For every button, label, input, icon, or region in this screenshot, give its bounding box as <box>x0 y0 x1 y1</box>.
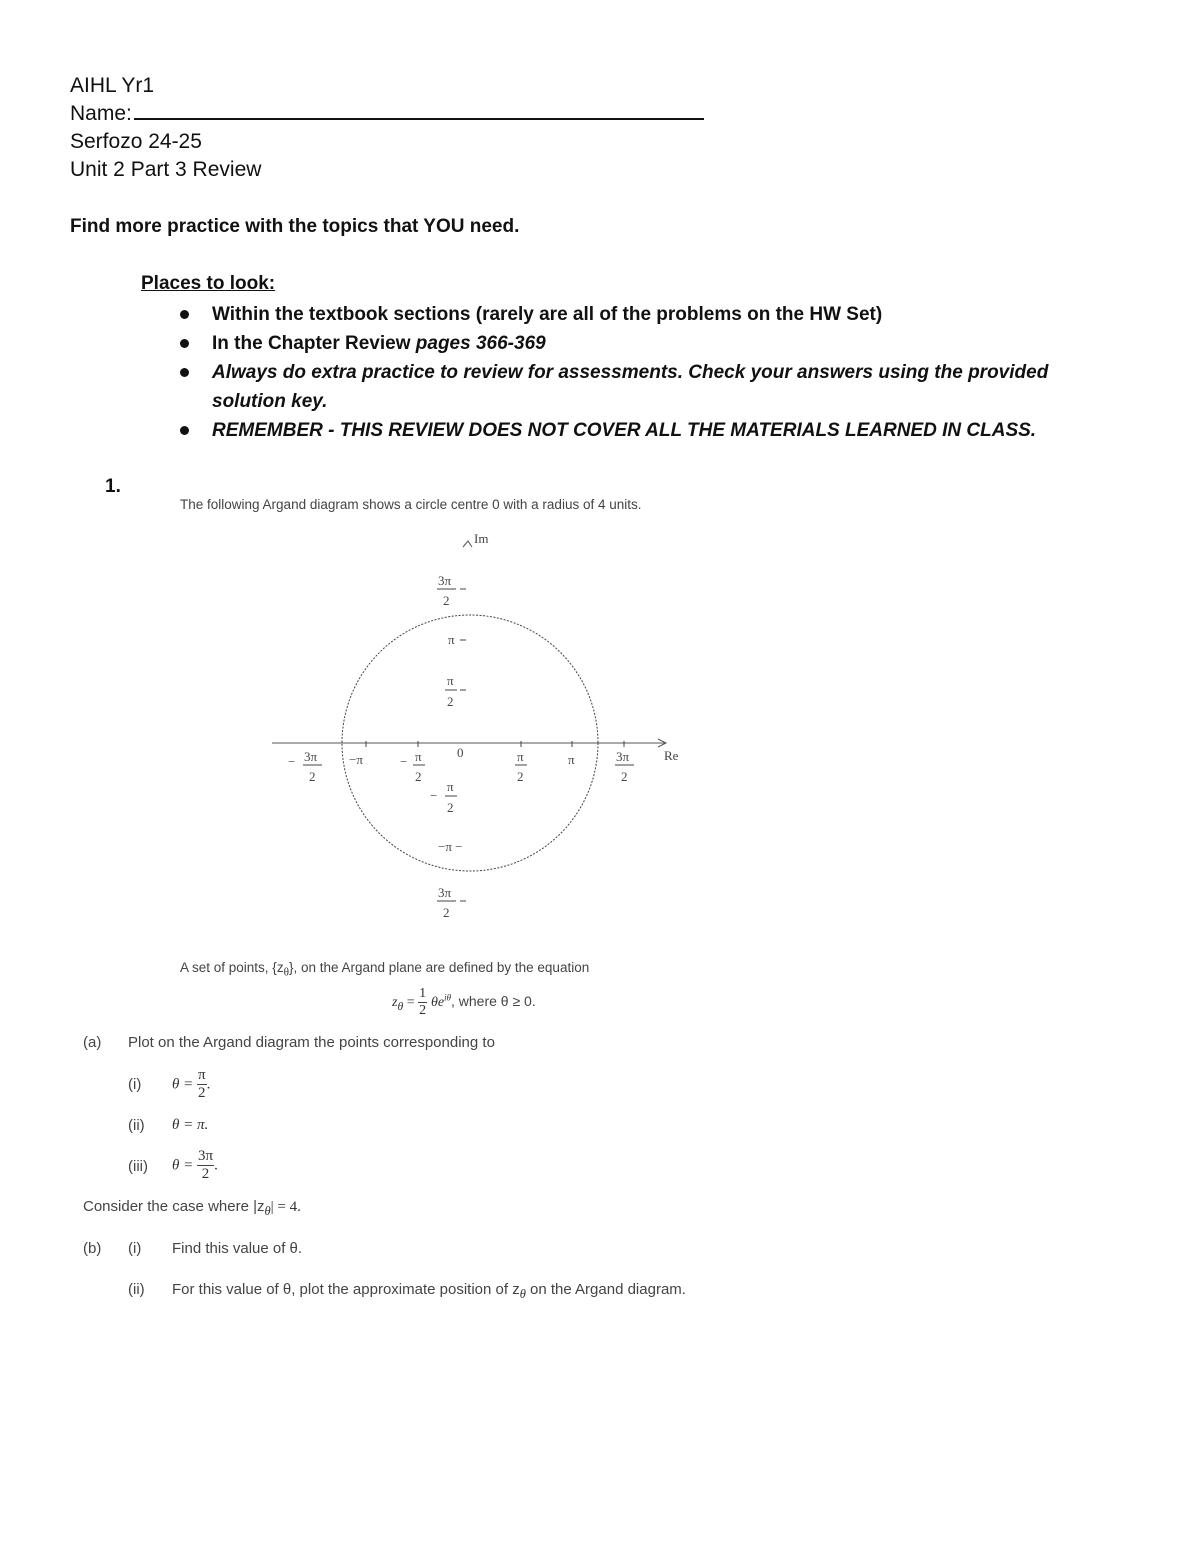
list-item <box>178 329 1138 358</box>
name-field[interactable] <box>70 100 704 128</box>
svg-text:π: π <box>448 632 455 647</box>
bullet-text: In the Chapter Review <box>212 333 416 354</box>
imag-tick-pi-over-2 <box>445 673 466 709</box>
part-b-i-text: Find this value of θ. <box>172 1240 303 1257</box>
svg-text:π: π <box>415 749 422 764</box>
fraction-pi-over-2: $\frac{\pi}{2}$ <box>198 1067 206 1101</box>
svg-text:−: − <box>288 754 296 769</box>
svg-text:3π: 3π <box>616 749 630 764</box>
svg-text:−π −: −π − <box>438 839 463 854</box>
unit-title: Unit 2 Part 3 Review <box>70 158 262 181</box>
part-b-ii-text: For this value of θ, plot the approximate position of $z_\theta$ on the Argand diagram. <box>172 1281 686 1301</box>
svg-text:3π: 3π <box>438 885 452 900</box>
imag-tick-neg-3pi-over-2 <box>437 885 466 920</box>
fraction-3pi-over-2: $\frac{3\pi}{2}$ <box>198 1148 214 1182</box>
bullet-icon <box>180 310 189 319</box>
part-a-ii-text: θ = π. <box>172 1117 209 1133</box>
svg-text:3π: 3π <box>304 749 318 764</box>
part-a-label: (a) <box>83 1034 102 1051</box>
teacher-line: Serfozo 24-25 <box>70 130 202 153</box>
real-tick-neg-pi <box>349 741 366 767</box>
svg-text:2: 2 <box>415 769 422 784</box>
imag-tick-neg-pi <box>438 839 462 854</box>
consider-text: Consider the case where $|z_\theta| = 4$. <box>83 1198 301 1218</box>
imag-tick-neg-pi-over-2 <box>430 779 457 815</box>
bullet-text: Within the textbook sections (rarely are all of the problems on the HW Set) <box>212 304 883 325</box>
svg-text:2: 2 <box>447 694 454 709</box>
svg-text:π: π <box>568 752 575 767</box>
svg-text:−π: −π <box>349 752 363 767</box>
part-a-ii-label: (ii) <box>128 1117 145 1134</box>
svg-text:π: π <box>447 673 454 688</box>
part-b-i-label: (i) <box>128 1240 142 1257</box>
real-tick-neg-pi-over-2 <box>400 741 425 784</box>
course-title: AIHL Yr1 <box>70 74 155 97</box>
part-a-i-label: (i) <box>128 1076 142 1093</box>
places-list <box>178 300 1138 445</box>
list-item <box>178 416 1138 445</box>
bullet-text: Always do extra practice to review for assessments. Check your answers using the provided <box>212 362 1049 383</box>
question-number: 1. <box>105 476 121 497</box>
svg-text:2: 2 <box>447 800 454 815</box>
part-b-ii-label: (ii) <box>128 1281 145 1298</box>
svg-text:2: 2 <box>443 905 450 920</box>
svg-text:2: 2 <box>443 593 450 608</box>
part-a-text: Plot on the Argand diagram the points corresponding to <box>128 1034 495 1051</box>
intro-text: Find more practice with the topics that YOU need. <box>70 216 520 237</box>
list-item <box>178 358 1138 416</box>
real-tick-neg-3pi-over-2 <box>288 749 322 784</box>
origin-label: 0 <box>457 745 464 760</box>
bullet-icon <box>180 426 189 435</box>
bullet-text-cont: solution key. <box>212 391 328 412</box>
svg-text:2: 2 <box>517 769 524 784</box>
real-tick-pi <box>568 741 575 767</box>
svg-text:π: π <box>447 779 454 794</box>
name-label: Name: <box>70 102 132 125</box>
svg-text:3π: 3π <box>438 573 452 588</box>
set-description: A set of points, $\{z_\theta\}$, on the Argand plane are defined by the equation <box>180 960 590 979</box>
real-tick-pi-over-2 <box>515 741 527 784</box>
imag-axis-arrow-icon <box>463 541 472 547</box>
imag-tick-pi <box>448 632 466 647</box>
equation-fraction: $\frac{1}{2}$ <box>419 986 427 1018</box>
bullet-text: REMEMBER - THIS REVIEW DOES NOT COVER ALL THE MATERIALS LEARNED IN CLASS. <box>212 420 1037 441</box>
svg-text:2: 2 <box>309 769 316 784</box>
real-axis-label: Re <box>664 748 679 763</box>
imag-tick-3pi-over-2 <box>437 573 466 608</box>
imag-axis-label: Im <box>474 531 489 546</box>
part-a-i-text: θ = $\frac{\pi}{2}$ . <box>172 1067 211 1101</box>
svg-text:−: − <box>400 754 408 769</box>
real-tick-3pi-over-2 <box>615 741 634 784</box>
part-a-iii-text: θ = $\frac{3\pi}{2}$ . <box>172 1148 218 1182</box>
argand-diagram <box>260 525 700 925</box>
svg-text:−: − <box>430 788 438 803</box>
part-a-iii-label: (iii) <box>128 1158 148 1175</box>
pages-reference: pages 366-369 <box>415 333 546 354</box>
question-intro: The following Argand diagram shows a circle centre 0 with a radius of 4 units. <box>180 497 642 512</box>
list-item <box>178 300 1138 329</box>
svg-text:π: π <box>517 749 524 764</box>
name-blank-line[interactable] <box>134 100 704 120</box>
bullet-icon <box>180 368 189 377</box>
svg-text:2: 2 <box>621 769 628 784</box>
bullet-icon <box>180 339 189 348</box>
part-b-label: (b) <box>83 1240 102 1257</box>
places-heading: Places to look: <box>141 273 276 294</box>
equation: $z_\theta$ = $\frac{1}{2}$ $\theta e^{i\theta}$, where θ ≥ 0. <box>392 986 536 1018</box>
